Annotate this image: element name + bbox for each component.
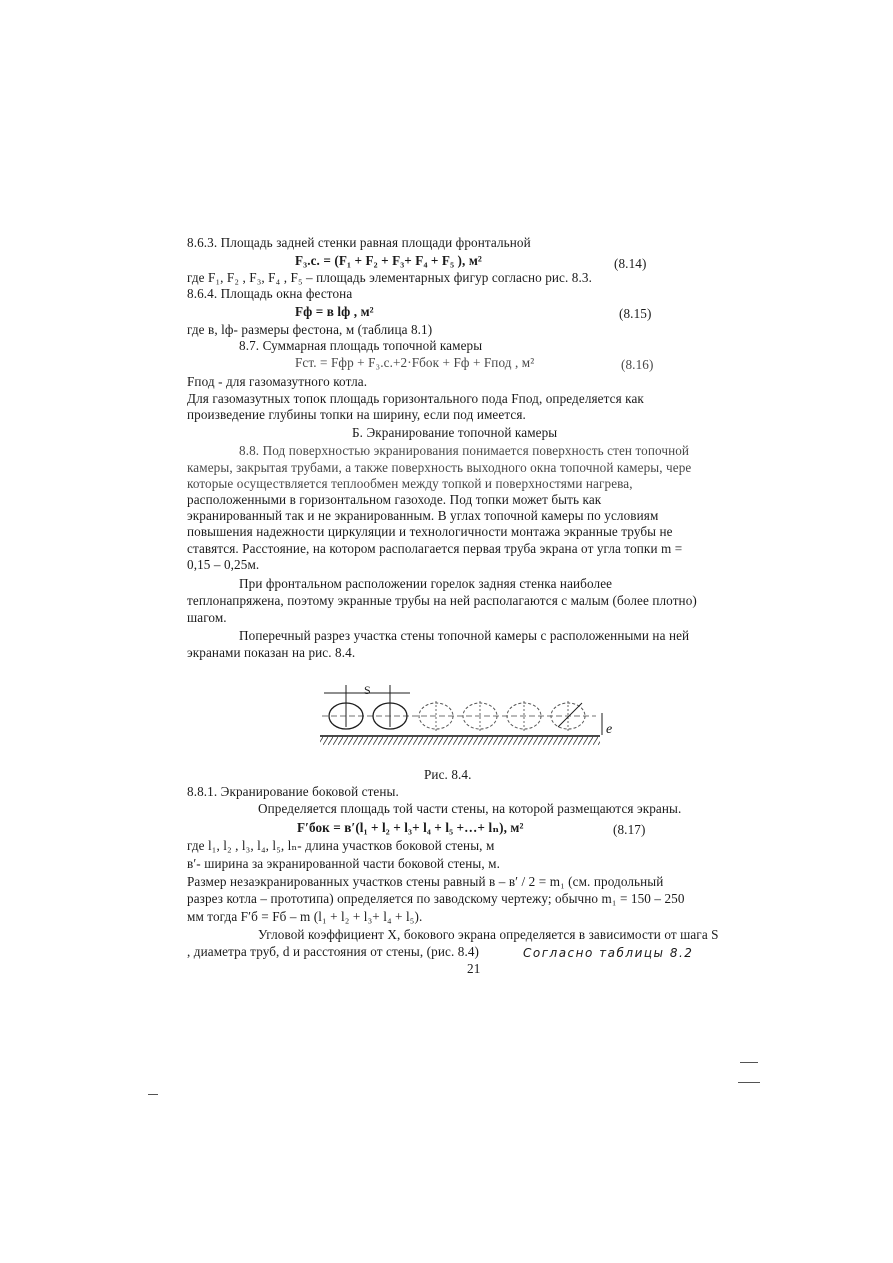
figure-caption: Рис. 8.4.	[424, 767, 472, 782]
paragraph-line: Размер незаэкранированных участков стены равный в – в′ / 2 = m₁ (см. продольный	[187, 874, 664, 889]
formula-8-17: F′бок = в′(l₁ + l₂ + l₃+ l₄ + l₅ +…+ lₙ), м²	[297, 820, 524, 835]
equation-number-8-16: (8.16)	[621, 357, 654, 372]
paragraph-line: ставятся. Расстояние, на котором располагается первая труба экрана от угла топки m =	[187, 541, 683, 556]
paragraph-line: экранами показан на рис. 8.4.	[187, 645, 356, 660]
paragraph-line: шагом.	[187, 610, 227, 625]
paragraph-line: Поперечный разрез участка стены топочной камеры с расположенными на ней	[239, 628, 690, 643]
equation-number-8-17: (8.17)	[613, 822, 646, 837]
equation-number-8-14: (8.14)	[614, 256, 647, 271]
paragraph-line: произведение глубины топки на ширину, если под имеется.	[187, 407, 526, 422]
paragraph-line: Определяется площадь той части стены, на которой размещаются экраны.	[258, 801, 682, 816]
paragraph-line: в′- ширина за экранированной части боковой стены, м.	[187, 856, 501, 871]
scan-mark	[738, 1082, 760, 1083]
paragraph-line: Угловой коэффициент X, бокового экрана определяется в зависимости от шага S	[258, 927, 719, 942]
page-number: 21	[467, 961, 481, 976]
paragraph-line: экранированный так и не экранированным. В углах топочной камеры по условиям	[187, 508, 659, 523]
paragraph-line: повышения надежности циркуляции и технологичности монтажа экранные трубы не	[187, 524, 673, 539]
scan-mark	[740, 1062, 758, 1063]
wall-hatching	[320, 737, 600, 745]
paragraph-line: расположенными в горизонтальном газоходе. Под топки может быть как	[187, 492, 602, 507]
paragraph-line: При фронтальном расположении горелок задняя стенка наиболее	[239, 576, 613, 591]
handwritten-note: Согласно таблицы 8.2	[523, 946, 694, 960]
paragraph-line: 8.8. Под поверхностью экранирования понимается поверхность стен топочной	[239, 443, 690, 458]
formula-8-16: Fст. = Fфр + F₃.с.+2·Fбок + Fф + Fпод , м²	[295, 355, 535, 370]
section-8-6-3-heading: 8.6.3. Площадь задней стенки равная площади фронтальной	[187, 235, 531, 250]
paragraph-line: камеры, закрытая трубами, а также поверхность выходного окна топочной камеры, чере	[187, 460, 692, 475]
formula-8-14: F₃.с. = (F₁ + F₂ + F₃+ F₄ + F₅ ), м²	[295, 253, 482, 268]
paragraph-line: 0,15 – 0,25м.	[187, 557, 260, 572]
paragraph-line: Fпод - для газомазутного котла.	[187, 374, 368, 389]
paragraph-line: Для газомазутных топок площадь горизонтального пода Fпод, определяется как	[187, 391, 644, 406]
section-8-6-4-heading: 8.6.4. Площадь окна фестона	[187, 286, 353, 301]
paragraph-line: мм тогда F′б = Fб – m (l₁ + l₂ + l₃+ l₄ + l₅).	[187, 909, 423, 924]
diameter-line	[558, 703, 582, 727]
paragraph-line: где в, lф- размеры фестона, м (таблица 8.1)	[187, 322, 433, 337]
paragraph-line: которые осуществляется теплообмен между топкой и поверхностями нагрева,	[187, 476, 633, 491]
section-8-8-1-heading: 8.8.1. Экранирование боковой стены.	[187, 784, 399, 799]
paragraph-line: где F₁, F₂ , F₃, F₄ , F₅ – площадь элементарных фигур согласно рис. 8.3.	[187, 270, 592, 285]
formula-8-15: Fф = в lф , м²	[295, 304, 374, 319]
section-8-7-heading: 8.7. Суммарная площадь топочной камеры	[239, 338, 483, 353]
paragraph-line: где l₁, l₂ , l₃, l₄, l₅, lₙ- длина участков боковой стены, м	[187, 838, 495, 853]
distance-label-e: е	[606, 722, 613, 737]
paragraph-line: теплонапряжена, поэтому экранные трубы на ней располагаются с малым (более плотно)	[187, 593, 697, 608]
section-b-heading: Б. Экранирование топочной камеры	[352, 425, 558, 440]
paragraph-line: , диаметра труб, d и расстояния от стены, (рис. 8.4)	[187, 944, 480, 959]
equation-number-8-15: (8.15)	[619, 306, 652, 321]
spacing-label-s: S	[364, 683, 371, 697]
scan-mark	[148, 1094, 158, 1095]
figure-8-4-screen-tubes	[318, 681, 618, 751]
paragraph-line: разрез котла – прототипа) определяется по заводскому чертежу; обычно m₁ = 150 – 250	[187, 891, 685, 906]
